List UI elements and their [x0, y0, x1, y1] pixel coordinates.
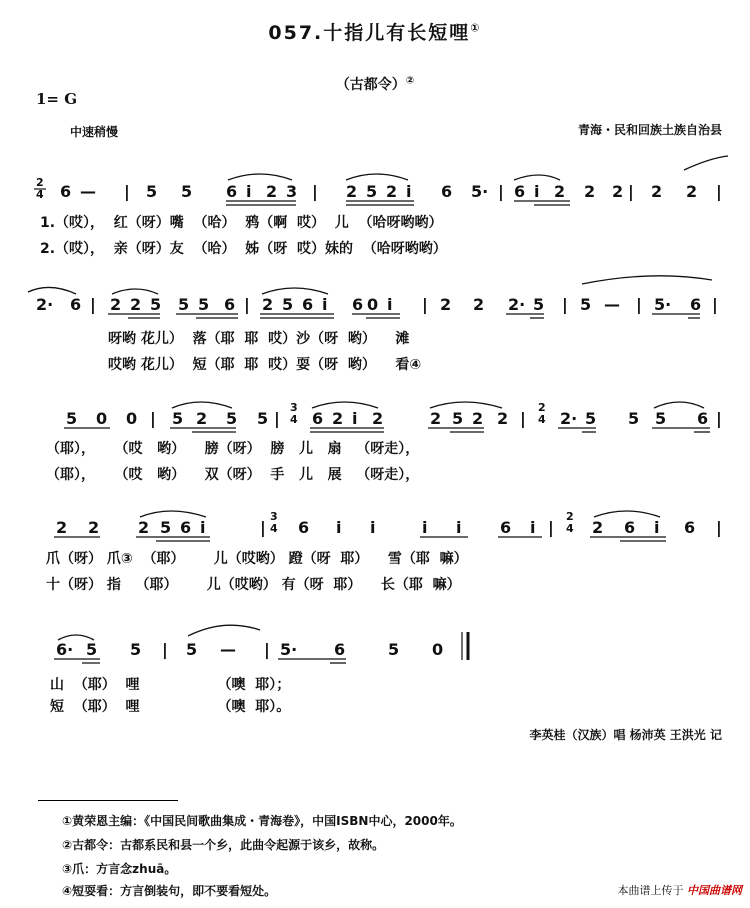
- svg-text:3: 3: [286, 182, 298, 201]
- svg-text:2·: 2·: [560, 409, 578, 428]
- svg-text:6: 6: [352, 295, 364, 314]
- svg-text:—: —: [604, 295, 620, 314]
- svg-text:|: |: [124, 182, 130, 201]
- svg-text:5·: 5·: [280, 640, 298, 659]
- svg-text:i: i: [246, 182, 252, 201]
- svg-text:|: |: [636, 295, 642, 314]
- svg-text:2: 2: [584, 182, 596, 201]
- svg-text:5: 5: [628, 409, 640, 428]
- svg-text:|: |: [716, 518, 722, 537]
- lyrics-line-4-verse-1: 爪（呀） 爪③ （耶） 儿（哎哟） 蹬（呀 耶） 雪（耶 嘛）: [46, 551, 468, 567]
- svg-text:6: 6: [514, 182, 526, 201]
- svg-text:2·: 2·: [36, 295, 54, 314]
- svg-text:|: |: [548, 518, 554, 537]
- svg-text:i: i: [352, 409, 358, 428]
- svg-text:6: 6: [500, 518, 512, 537]
- lyrics-line-5-verse-2: 短 （耶） 哩 （噢 耶）。: [50, 699, 291, 715]
- svg-text:i: i: [422, 518, 428, 537]
- svg-text:2: 2: [56, 518, 68, 537]
- source-watermark: 本曲谱上传于 中国曲谱网: [617, 884, 742, 897]
- svg-text:6: 6: [226, 182, 238, 201]
- svg-text:3: 3: [290, 401, 298, 414]
- svg-text:|: |: [150, 409, 156, 428]
- svg-text:—: —: [80, 182, 96, 201]
- svg-text:5: 5: [257, 409, 269, 428]
- svg-text:|: |: [562, 295, 568, 314]
- footnote-divider: [38, 800, 178, 801]
- svg-text:6: 6: [690, 295, 702, 314]
- footnote-3: ③爪：方言念zhuā。: [62, 862, 177, 876]
- svg-text:2: 2: [554, 182, 566, 201]
- score-line-2: [36, 295, 718, 315]
- svg-text:0: 0: [96, 409, 108, 428]
- svg-text:6: 6: [302, 295, 314, 314]
- score-line-5: [56, 640, 443, 660]
- lyrics-line-1-verse-2: 2.（哎）， 亲（呀）友 （哈） 姊（呀 哎）妹的 （哈呀哟哟）: [40, 241, 447, 257]
- svg-text:i: i: [322, 295, 328, 314]
- svg-text:6: 6: [684, 518, 696, 537]
- svg-text:6: 6: [312, 409, 324, 428]
- svg-text:|: |: [520, 409, 526, 428]
- svg-text:i: i: [336, 518, 342, 537]
- svg-text:2: 2: [196, 409, 208, 428]
- svg-text:0: 0: [367, 295, 379, 314]
- lyrics-line-1-verse-1: 1.（哎）， 红（呀）嘴 （哈） 鸦（啊 哎） 儿 （哈呀哟哟）: [40, 215, 443, 231]
- svg-text:2: 2: [497, 409, 509, 428]
- svg-text:|: |: [716, 182, 722, 201]
- score-line-1: [34, 176, 722, 202]
- svg-text:6: 6: [60, 182, 72, 201]
- svg-text:4: 4: [566, 522, 574, 535]
- svg-text:6·: 6·: [56, 640, 74, 659]
- footnote-4: ④短耍看：方言倒装句，即不要看短处。: [62, 884, 277, 898]
- svg-text:2: 2: [110, 295, 122, 314]
- svg-text:2: 2: [473, 295, 485, 314]
- svg-text:5: 5: [366, 182, 378, 201]
- svg-text:i: i: [370, 518, 376, 537]
- svg-text:2: 2: [592, 518, 604, 537]
- svg-text:|: |: [422, 295, 428, 314]
- svg-text:2·: 2·: [508, 295, 526, 314]
- svg-text:5: 5: [580, 295, 592, 314]
- svg-text:2: 2: [332, 409, 344, 428]
- svg-text:2: 2: [138, 518, 150, 537]
- svg-text:5: 5: [533, 295, 545, 314]
- svg-text:2: 2: [36, 176, 44, 189]
- svg-text:i: i: [406, 182, 412, 201]
- lyrics-line-5-verse-1: 山 （耶） 哩 （噢 耶）；: [50, 677, 291, 693]
- svg-text:4: 4: [290, 413, 298, 426]
- svg-text:5: 5: [388, 640, 400, 659]
- svg-text:6: 6: [697, 409, 709, 428]
- svg-text:5: 5: [585, 409, 597, 428]
- svg-text:i: i: [200, 518, 206, 537]
- svg-text:4: 4: [270, 522, 278, 535]
- svg-text:2: 2: [566, 510, 574, 523]
- svg-text:i: i: [530, 518, 536, 537]
- svg-text:2: 2: [266, 182, 278, 201]
- svg-text:6: 6: [298, 518, 310, 537]
- svg-text:2: 2: [372, 409, 384, 428]
- svg-text:2: 2: [430, 409, 442, 428]
- site-logo: 中国曲谱网: [687, 884, 742, 897]
- tempo-marking: 中速稍慢: [70, 125, 119, 139]
- svg-text:5·: 5·: [654, 295, 672, 314]
- svg-text:2: 2: [440, 295, 452, 314]
- svg-text:|: |: [90, 295, 96, 314]
- svg-text:5: 5: [150, 295, 162, 314]
- lyrics-line-2-verse-2: 哎哟 花儿） 短（耶 耶 哎）耍（呀 哟） 看④: [108, 357, 422, 373]
- svg-text:|: |: [312, 182, 318, 201]
- svg-text:|: |: [260, 518, 266, 537]
- svg-text:5: 5: [181, 182, 193, 201]
- svg-text:|: |: [162, 640, 168, 659]
- subtitle: （古都令）②: [335, 75, 415, 93]
- svg-text:5: 5: [130, 640, 142, 659]
- svg-text:4: 4: [36, 188, 44, 201]
- svg-text:|: |: [244, 295, 250, 314]
- svg-text:5: 5: [452, 409, 464, 428]
- svg-text:2: 2: [88, 518, 100, 537]
- score-line-3: [66, 401, 722, 429]
- svg-text:2: 2: [538, 401, 546, 414]
- lyrics-line-3-verse-1: （耶）， （哎 哟） 膀（呀） 膀 儿 扇 （呀走），: [46, 441, 420, 457]
- svg-text:2: 2: [262, 295, 274, 314]
- lyrics-line-4-verse-2: 十（呀） 指 （耶） 儿（哎哟） 有（呀 耶） 长（耶 嘛）: [46, 577, 461, 593]
- svg-text:|: |: [716, 409, 722, 428]
- svg-text:0: 0: [126, 409, 138, 428]
- svg-text:3: 3: [270, 510, 278, 523]
- svg-text:5: 5: [146, 182, 158, 201]
- svg-text:2: 2: [612, 182, 624, 201]
- svg-text:|: |: [712, 295, 718, 314]
- svg-text:2: 2: [386, 182, 398, 201]
- performer-credit: 李英桂（汉族）唱 杨沛英 王洪光 记: [529, 728, 722, 742]
- svg-text:i: i: [654, 518, 660, 537]
- svg-text:6: 6: [70, 295, 82, 314]
- svg-text:5: 5: [226, 409, 238, 428]
- svg-text:|: |: [264, 640, 270, 659]
- svg-text:6: 6: [624, 518, 636, 537]
- svg-text:2: 2: [346, 182, 358, 201]
- footnote-2: ②古都令：古都系民和县一个乡，此曲令起源于该乡，故称。: [62, 838, 385, 852]
- svg-text:2: 2: [651, 182, 663, 201]
- svg-text:6: 6: [224, 295, 236, 314]
- svg-text:5: 5: [198, 295, 210, 314]
- svg-text:2: 2: [130, 295, 142, 314]
- svg-text:|: |: [498, 182, 504, 201]
- score-line-4: [56, 510, 722, 538]
- svg-text:0: 0: [432, 640, 444, 659]
- page-title: 057.十指儿有长短哩①: [268, 21, 482, 44]
- svg-text:5: 5: [66, 409, 78, 428]
- song-origin: 青海・民和回族土族自治县: [577, 123, 722, 137]
- svg-text:5: 5: [172, 409, 184, 428]
- svg-text:6: 6: [441, 182, 453, 201]
- svg-text:5: 5: [282, 295, 294, 314]
- lyrics-line-3-verse-2: （耶）， （哎 哟） 双（呀） 手 儿 展 （呀走），: [46, 467, 420, 483]
- svg-text:i: i: [534, 182, 540, 201]
- footnote-1: ①黄荣恩主编：《中国民间歌曲集成・青海卷》，中国ISBN中心，2000年。: [62, 814, 462, 828]
- svg-text:5: 5: [655, 409, 667, 428]
- svg-text:5: 5: [178, 295, 190, 314]
- svg-text:|: |: [274, 409, 280, 428]
- svg-text:5: 5: [186, 640, 198, 659]
- svg-text:4: 4: [538, 413, 546, 426]
- svg-text:2: 2: [472, 409, 484, 428]
- svg-text:|: |: [628, 182, 634, 201]
- svg-text:—: —: [220, 640, 236, 659]
- svg-text:5·: 5·: [471, 182, 489, 201]
- svg-text:i: i: [387, 295, 393, 314]
- lyrics-line-2-verse-1: 呀哟 花儿） 落（耶 耶 哎）沙（呀 哟） 滩: [108, 331, 410, 347]
- svg-text:5: 5: [86, 640, 98, 659]
- svg-text:6: 6: [180, 518, 192, 537]
- svg-text:5: 5: [160, 518, 172, 537]
- svg-text:2: 2: [686, 182, 698, 201]
- key-signature: 1= G: [36, 90, 78, 108]
- svg-text:6: 6: [334, 640, 346, 659]
- svg-text:i: i: [456, 518, 462, 537]
